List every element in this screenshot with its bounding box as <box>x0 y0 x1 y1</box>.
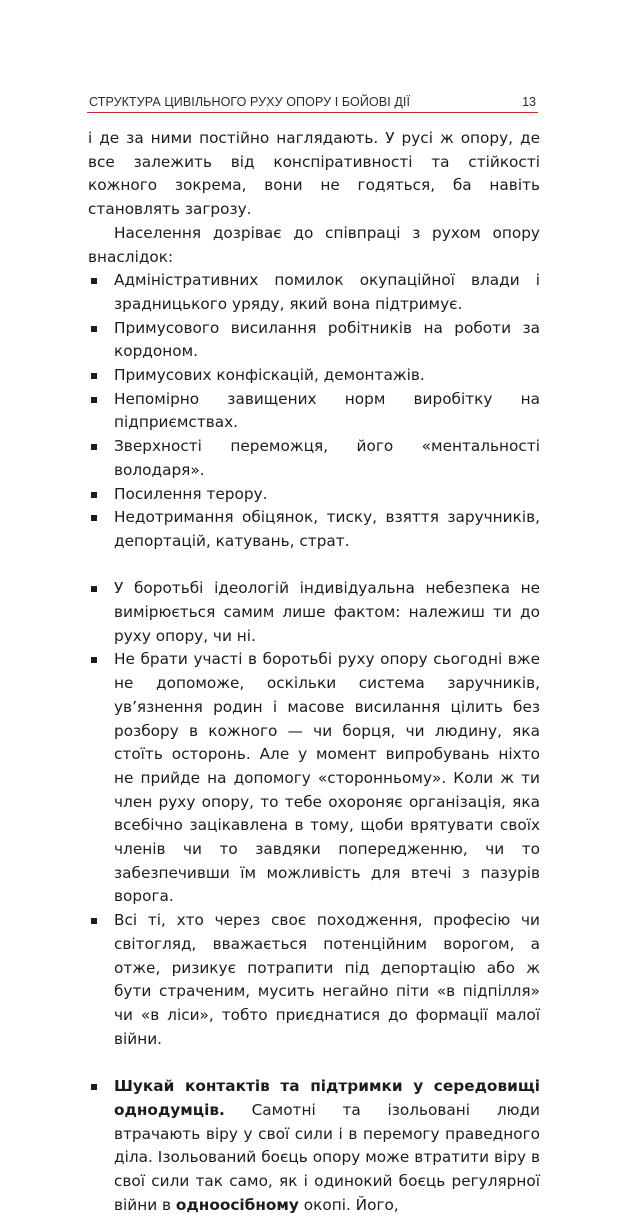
bullet-icon <box>91 278 97 284</box>
advice-text: Самотні та ізольовані люди втрачають віру у свої сили і в перемогу праведного діла. Ізольований боєць опору може втратити віру в свої сили так само, як і одинокий боєць регулярної війни в <box>114 1100 540 1214</box>
spacer <box>88 554 540 578</box>
list-item <box>88 909 540 1051</box>
bullet-icon <box>91 492 97 498</box>
advice-list <box>88 1075 540 1217</box>
causes-list <box>88 269 540 553</box>
bullet-icon <box>91 397 97 403</box>
list-item <box>88 483 540 507</box>
list-item <box>88 506 540 553</box>
list-item <box>88 648 540 909</box>
list-item <box>88 364 540 388</box>
list-item-text: Всі ті, хто через своє походження, професію чи світогляд, вважається потенційним ворогом, а отже, ризикує потрапити під депортацію або ж бути страченим, мусить негайно піти «в підпілля» чи «в ліси», тобто приєднатися до формації малої війни. <box>114 911 540 1048</box>
bullet-icon <box>91 326 97 332</box>
running-header-title: СТРУКТУРА ЦИВІЛЬНОГО РУХУ ОПОРУ І БОЙОВІ ДІЇ <box>89 95 411 109</box>
spacer <box>88 1051 540 1075</box>
list-item <box>88 435 540 482</box>
emphasis-word: одноосібному <box>175 1195 299 1214</box>
list-item-text: Не брати участі в боротьбі руху опору сьогодні вже не допоможе, оскільки система заручників, ув’язнення родин і масове висилання цілить без розбору в кожного — чи борця, чи людину, яка стоїть осторонь. Але у момент випробувань ніхто не прийде на допомогу «сторонньому». Коли ж ти член руху опору, то тебе охороняє організація, яка всебічно зацікавлена в тому, щоби врятувати своїх членів чи то завдяки попередженню, чи то забезпечивши їм можливість для втечі з пазурів ворога. <box>114 650 540 906</box>
bullet-icon <box>91 373 97 379</box>
list-item <box>88 269 540 316</box>
bullet-icon <box>91 586 97 592</box>
list-item <box>88 577 540 648</box>
list-item-text: Примусового висилання робітників на роботи за кордоном. <box>114 318 540 361</box>
list-item-text: Посилення терору. <box>114 484 268 503</box>
advice-text-end: окопі. Його, <box>298 1195 399 1214</box>
bullet-icon <box>91 918 97 924</box>
list-item <box>88 317 540 364</box>
list-item <box>88 1075 540 1217</box>
list-item-text: Примусових конфіскацій, демонтажів. <box>114 366 425 385</box>
advice-heading: Шукай контактів та підтримки у середовищі однодумців. <box>114 1077 540 1119</box>
bullet-icon <box>91 444 97 450</box>
list-item-text: Недотримання обіцянок, тиску, взяття заручників, депортацій, катувань, страт. <box>114 508 540 550</box>
running-header <box>87 93 538 113</box>
list-item-text: Непомірно завищених норм виробітку на підприємствах. <box>114 389 540 432</box>
list-item-text: Зверхності переможця, його «ментальності володаря». <box>114 437 540 479</box>
bullet-icon <box>91 515 97 521</box>
page-number: 13 <box>522 95 536 109</box>
paragraph-continuation: і де за ними постійно наглядають. У русі ж опору, де все залежить від конспіративності та стійкості кожного зокрема, вони не годяться, ба навіть становлять загрозу. <box>88 129 540 219</box>
list-item <box>88 388 540 435</box>
list-item-text: Адміністративних помилок окупаційної влади і зрадницького уряду, який вона підтримує. <box>114 271 540 313</box>
bullet-icon <box>91 1084 97 1090</box>
argument-list <box>88 577 540 1051</box>
list-item-text: У боротьбі ідеологій індивідуальна небезпека не вимірюється самим лише фактом: належиш ти до руху опору, чи ні. <box>114 579 540 645</box>
bullet-icon <box>91 657 97 663</box>
page-body <box>88 127 540 1217</box>
paragraph-lead: Населення дозріває до співпраці з рухом опору внаслідок: <box>88 223 540 266</box>
